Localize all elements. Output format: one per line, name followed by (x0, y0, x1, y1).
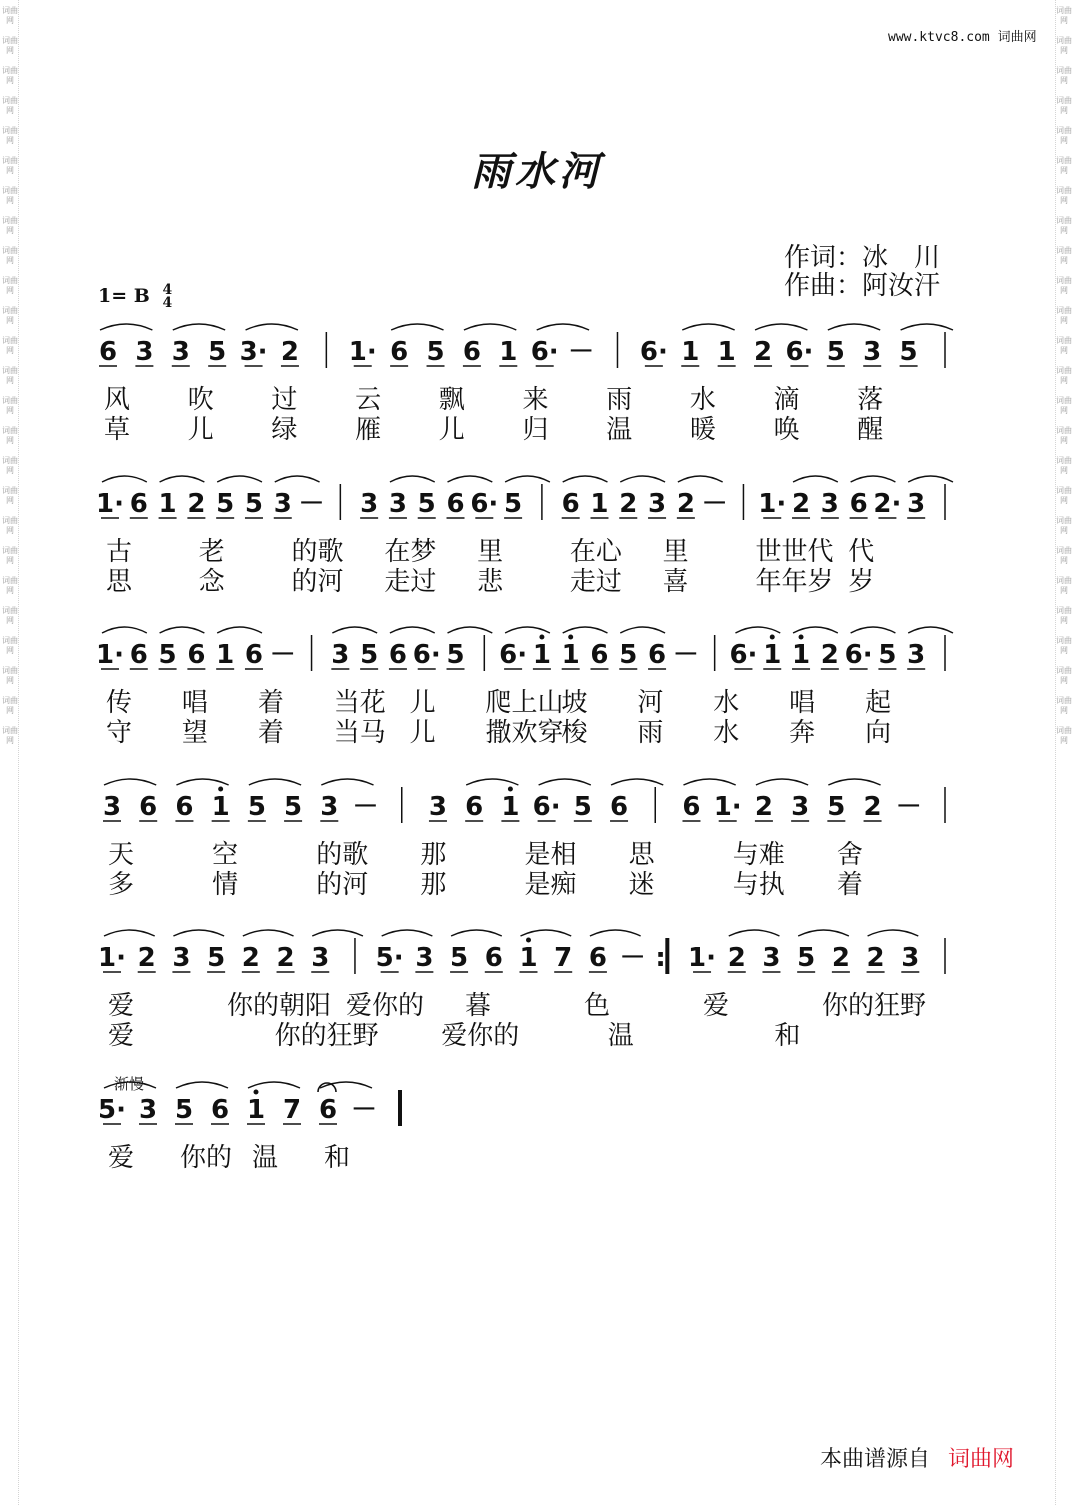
high-octave-dot (218, 787, 223, 792)
lyric-word: 滴 (773, 385, 800, 415)
note: 5 (417, 489, 436, 519)
lyric-word: 儿 (409, 688, 436, 718)
slur (908, 627, 953, 633)
slur (217, 627, 262, 633)
lyric-word: 爱 (108, 1143, 135, 1173)
note: 6 (484, 943, 503, 973)
note: 1 (791, 640, 811, 670)
note: 3 (648, 489, 667, 519)
note: 6· (470, 489, 499, 519)
slur (851, 627, 896, 633)
note: 2 (831, 943, 850, 973)
note: 1 (158, 489, 177, 519)
note: 3 (863, 337, 882, 367)
lyric-word: 撒欢穿 (485, 718, 564, 748)
note: 3 (791, 792, 810, 822)
slur (828, 779, 880, 785)
lyric-word: 与难 (732, 840, 785, 870)
note: 6 (588, 943, 607, 973)
slur (678, 476, 723, 482)
lyric-word: 空 (212, 840, 239, 870)
lyric-word: 岁 (848, 567, 875, 597)
slur (563, 627, 608, 633)
slur (104, 1082, 156, 1088)
lyric-word: 的歌 (316, 840, 369, 870)
lyric-word: 走过 (569, 567, 622, 597)
note: － (619, 943, 646, 973)
lyric-word: 当马 (333, 718, 386, 748)
note: 5 (827, 792, 846, 822)
note: 5 (158, 640, 177, 670)
site-url[interactable]: www.ktvc8.com (888, 30, 990, 45)
note: 3 (172, 943, 191, 973)
lyric-word: 爱 (108, 991, 135, 1021)
high-octave-dot (526, 938, 531, 943)
slur (332, 627, 377, 633)
note: 3 (901, 943, 920, 973)
note: － (701, 489, 728, 519)
note: － (269, 640, 296, 670)
lyric-word: 你的狂野 (274, 1021, 379, 1051)
note: 6 (390, 337, 409, 367)
site-name[interactable]: 词曲网 (997, 30, 1037, 45)
note: 2 (820, 640, 839, 670)
lyric-word: 你的 (180, 1143, 233, 1173)
lyric-word: 望 (181, 718, 208, 748)
lyric-word: 暖 (689, 415, 716, 445)
time-top: 4 (162, 282, 173, 298)
slur (104, 930, 155, 936)
lyric-word: 老 (198, 537, 225, 567)
lyric-word: 唤 (773, 415, 800, 445)
note: 2 (866, 943, 885, 973)
note: 5 (208, 337, 227, 367)
note: 1 (561, 640, 580, 670)
note: 1 (681, 337, 700, 367)
lyric-word: 迷 (628, 870, 655, 900)
note: 1· (96, 489, 124, 519)
lyric-word: 温 (252, 1143, 279, 1173)
lyric-word: 传 (106, 688, 133, 718)
note: 1· (713, 792, 742, 822)
lyric-word: 色 (584, 991, 611, 1021)
slur (382, 930, 433, 936)
high-octave-dot (539, 635, 544, 640)
lyric-word: 喜 (662, 567, 689, 597)
note: 6· (530, 337, 559, 367)
slur (537, 324, 589, 330)
note: － (568, 337, 595, 367)
slur (798, 930, 849, 936)
note: 1 (501, 792, 520, 822)
note: 1· (96, 640, 124, 670)
composer: 作曲：阿汝汗 (784, 271, 941, 301)
lyric-word: 起 (865, 688, 892, 718)
lyric-word: 爱 (108, 1021, 135, 1051)
lyric-word: 草 (104, 415, 131, 445)
slur (464, 324, 516, 330)
slur (102, 627, 147, 633)
lyric-word: 爬上山 (485, 688, 564, 718)
note: 6· (532, 792, 561, 822)
note: 6 (98, 337, 118, 367)
slur (682, 324, 734, 330)
slur (755, 324, 807, 330)
lyric-word: 儿 (438, 415, 465, 445)
note: 6 (388, 640, 407, 670)
lyric-word: 思 (106, 567, 133, 597)
note: 1 (763, 640, 782, 670)
lyric-word: 是相 (524, 840, 577, 870)
note: 5 (174, 1095, 194, 1125)
note: 2 (754, 792, 773, 822)
note: 6 (609, 792, 629, 822)
lyric-word: 代 (848, 537, 875, 567)
slur (868, 930, 919, 936)
note: 2 (619, 489, 638, 519)
slur (828, 324, 880, 330)
lyric-word: 爱你的 (346, 991, 425, 1021)
lyric-word: 奔 (789, 718, 816, 748)
tempo-marking: 渐慢 (114, 1075, 145, 1093)
lyric-word: 和 (774, 1021, 801, 1051)
high-octave-dot (254, 1090, 259, 1095)
note: － (672, 640, 699, 670)
note: 6· (412, 640, 441, 670)
note: 2 (187, 489, 206, 519)
note: 2 (241, 943, 260, 973)
slur (590, 930, 641, 936)
note: 1 (532, 640, 551, 670)
lyric-word: 落 (857, 385, 884, 415)
slur (611, 779, 663, 785)
note: 6 (175, 792, 194, 822)
lyric-word: 水 (713, 688, 740, 718)
time-bottom: 4 (162, 295, 173, 311)
lyric-word: 着 (836, 870, 863, 900)
note: 5 (573, 792, 592, 822)
slur (539, 779, 591, 785)
note: 6 (462, 337, 481, 367)
slur (466, 779, 518, 785)
note: 3 (428, 792, 448, 822)
lyric-word: 归 (522, 415, 549, 445)
note: 6 (187, 640, 206, 670)
slur (104, 779, 156, 785)
note: 5 (797, 943, 816, 973)
note: 1 (499, 337, 518, 367)
lyric-word: 梭 (561, 718, 588, 748)
lyric-word: 念 (198, 567, 225, 597)
slur (521, 930, 572, 936)
note: 3 (171, 337, 190, 367)
note: 5 (244, 489, 264, 519)
lyric-word: 是痴 (524, 870, 577, 900)
note: 1· (758, 489, 787, 519)
slur (390, 627, 435, 633)
lyric-word: 在梦 (384, 537, 437, 567)
lyric-word: 爱你的 (441, 1021, 520, 1051)
note: 6· (844, 640, 873, 670)
note: 2 (276, 943, 295, 973)
note: 3 (762, 943, 781, 973)
slur (563, 476, 608, 482)
slur (448, 627, 493, 633)
lyric-word: 唱 (181, 688, 208, 718)
lyric-word: 的歌 (291, 537, 344, 567)
note: 1 (216, 640, 235, 670)
note: 3 (415, 943, 434, 973)
note: － (352, 792, 379, 822)
high-octave-dot (568, 635, 573, 640)
note: 7 (282, 1095, 302, 1125)
lyric-word: 守 (106, 718, 133, 748)
lyric-word: 舍 (836, 840, 863, 870)
slur (312, 930, 363, 936)
lyric-word: 世世代 (755, 537, 834, 567)
watermark-right: 词曲网 词曲网 词曲网 词曲网 词曲网 词曲网 词曲网 词曲网 词曲网 词曲网 词曲网 词曲网 词曲网 词曲网 词曲网 词曲网 词曲网 词曲网 词曲网 词曲网 词曲网 词曲网 词曲网 词曲网 词曲网 (1055, 0, 1072, 1505)
lyric-word: 古 (106, 537, 133, 567)
lyric-word: 温 (606, 415, 633, 445)
note: 3 (907, 640, 926, 670)
note: 5 (878, 640, 897, 670)
slur (249, 779, 301, 785)
slur (390, 476, 435, 482)
lyric-word: 那 (420, 870, 447, 900)
slur (321, 779, 373, 785)
key-label: 1= B (98, 285, 150, 307)
note: 6· (639, 337, 668, 367)
note: 1· (688, 943, 717, 973)
note: 3· (239, 337, 268, 367)
note: 6· (785, 337, 814, 367)
note: 5 (247, 792, 266, 822)
slur (176, 779, 228, 785)
note: 6· (729, 640, 758, 670)
note: 6 (682, 792, 701, 822)
high-octave-dot (770, 635, 775, 640)
note: 2 (676, 489, 695, 519)
slur (217, 476, 262, 482)
note: 5 (426, 337, 445, 367)
song-title: 雨水河 (471, 148, 603, 195)
slur (793, 627, 838, 633)
repeat-dots: : (655, 943, 666, 973)
lyric-word: 走过 (384, 567, 437, 597)
note: 6· (499, 640, 528, 670)
lyric-word: 你的狂野 (822, 991, 927, 1021)
lyric-word: 年年岁 (755, 567, 834, 597)
lyric-word: 水 (713, 718, 740, 748)
lyric-word: 那 (420, 840, 447, 870)
slur (620, 627, 665, 633)
note: － (895, 792, 922, 822)
source-footer (820, 1442, 1014, 1473)
lyric-word: 来 (522, 385, 549, 415)
lyric-word: 吹 (187, 385, 214, 415)
lyric-word: 里 (662, 537, 689, 567)
slur (908, 476, 953, 482)
note: 3 (102, 792, 122, 822)
lyric-word: 温 (607, 1021, 634, 1051)
slur (173, 324, 225, 330)
note: 6 (210, 1095, 230, 1125)
lyric-word: 醒 (857, 415, 884, 445)
note: 2 (863, 792, 882, 822)
note: 5 (446, 640, 465, 670)
lyric-word: 雁 (355, 415, 382, 445)
note: 5 (504, 489, 523, 519)
note: 1 (590, 489, 609, 519)
slur (391, 324, 443, 330)
note: 2 (753, 337, 773, 367)
slur (901, 324, 953, 330)
slur (683, 779, 735, 785)
note: 6 (244, 640, 264, 670)
lyric-word: 雨 (637, 718, 664, 748)
lyric-word: 天 (108, 840, 135, 870)
lyric-word: 的河 (316, 870, 369, 900)
slur (851, 476, 896, 482)
lyric-word: 儿 (409, 718, 436, 748)
slur (102, 476, 147, 482)
slur (756, 779, 808, 785)
lyric-word: 河 (637, 688, 664, 718)
lyric-word: 悲 (477, 567, 504, 597)
note: 3 (331, 640, 350, 670)
note: 5 (360, 640, 379, 670)
lyric-word: 爱 (703, 991, 730, 1021)
note: 6 (590, 640, 609, 670)
slur (735, 627, 780, 633)
source-brand[interactable]: 词曲网 (948, 1447, 1015, 1472)
slur (505, 627, 550, 633)
slur (160, 476, 205, 482)
note: 3 (388, 489, 407, 519)
note: 2 (727, 943, 746, 973)
lyric-word: 你的朝阳 (227, 991, 332, 1021)
note: 6 (129, 489, 148, 519)
slur (160, 627, 205, 633)
lyric-word: 在心 (569, 537, 622, 567)
lyric-word: 唱 (789, 688, 816, 718)
high-octave-dot (508, 787, 513, 792)
note: － (350, 1095, 378, 1125)
lyric-word: 暮 (465, 991, 492, 1021)
note: 1 (246, 1095, 266, 1125)
lyric-word: 与执 (732, 870, 785, 900)
slur (100, 324, 152, 330)
note: 3 (135, 337, 154, 367)
slur (505, 476, 550, 482)
note: 1 (211, 792, 230, 822)
note: 1 (717, 337, 736, 367)
note: 6 (446, 489, 465, 519)
slur (243, 930, 294, 936)
lyric-word: 过 (271, 385, 298, 415)
slur (448, 476, 493, 482)
lyric-word: 着 (257, 718, 284, 748)
note: 5 (899, 337, 918, 367)
lyric-word: 雨 (606, 385, 633, 415)
note: 3 (907, 489, 926, 519)
lyric-word: 里 (477, 537, 504, 567)
slur (173, 930, 224, 936)
lyric-word: 飘 (438, 385, 465, 415)
note: 3 (320, 792, 339, 822)
slur (248, 1082, 300, 1088)
slur (620, 476, 665, 482)
note: 5 (207, 943, 226, 973)
lyric-word: 和 (324, 1143, 351, 1173)
lyric-word: 云 (355, 385, 382, 415)
note: 6 (849, 489, 868, 519)
note: 5· (375, 943, 404, 973)
note: 6 (465, 792, 484, 822)
note: 3 (820, 489, 839, 519)
note: 7 (554, 943, 573, 973)
slur (176, 1082, 228, 1088)
note: 5 (450, 943, 469, 973)
note: 6 (139, 792, 158, 822)
lyricist: 作词：冰 川 (784, 243, 941, 273)
note: 5· (98, 1095, 126, 1125)
note: 6 (129, 640, 148, 670)
note: 2· (873, 489, 902, 519)
slur (451, 930, 502, 936)
slur (729, 930, 780, 936)
lyric-word: 风 (104, 385, 131, 415)
lyric-word: 多 (108, 870, 135, 900)
lyric-word: 向 (865, 718, 892, 748)
watermark-left: 词曲网 词曲网 词曲网 词曲网 词曲网 词曲网 词曲网 词曲网 词曲网 词曲网 词曲网 词曲网 词曲网 词曲网 词曲网 词曲网 词曲网 词曲网 词曲网 词曲网 词曲网 词曲网 词曲网 词曲网 词曲网 (2, 0, 19, 1505)
source-prefix: 本曲谱源自 (820, 1447, 931, 1472)
note: － (298, 489, 325, 519)
slur (793, 476, 838, 482)
note: 5 (826, 337, 845, 367)
lyric-word: 儿 (187, 415, 214, 445)
note: 2 (791, 489, 811, 519)
note: 3 (138, 1095, 158, 1125)
lyric-word: 当花 (333, 688, 386, 718)
note: 3 (311, 943, 330, 973)
lyric-word: 坡 (561, 688, 588, 718)
note: 2 (137, 943, 156, 973)
lyric-word: 思 (628, 840, 655, 870)
lyric-word: 的河 (291, 567, 344, 597)
note: 6 (648, 640, 667, 670)
slur (246, 324, 298, 330)
high-octave-dot (799, 635, 804, 640)
note: 6 (561, 489, 580, 519)
lyric-word: 情 (212, 870, 239, 900)
note: 5 (216, 489, 235, 519)
lyric-word: 绿 (271, 415, 298, 445)
lyric-word: 水 (689, 385, 716, 415)
note: 3 (360, 489, 379, 519)
note: 6 (318, 1095, 338, 1125)
note: 5 (619, 640, 638, 670)
note: 5 (284, 792, 303, 822)
note: 2 (280, 337, 300, 367)
note: 1· (98, 943, 126, 973)
note: 1 (519, 943, 538, 973)
slur (275, 476, 320, 482)
lyric-word: 着 (257, 688, 284, 718)
note: 1· (348, 337, 377, 367)
note: 3 (273, 489, 292, 519)
